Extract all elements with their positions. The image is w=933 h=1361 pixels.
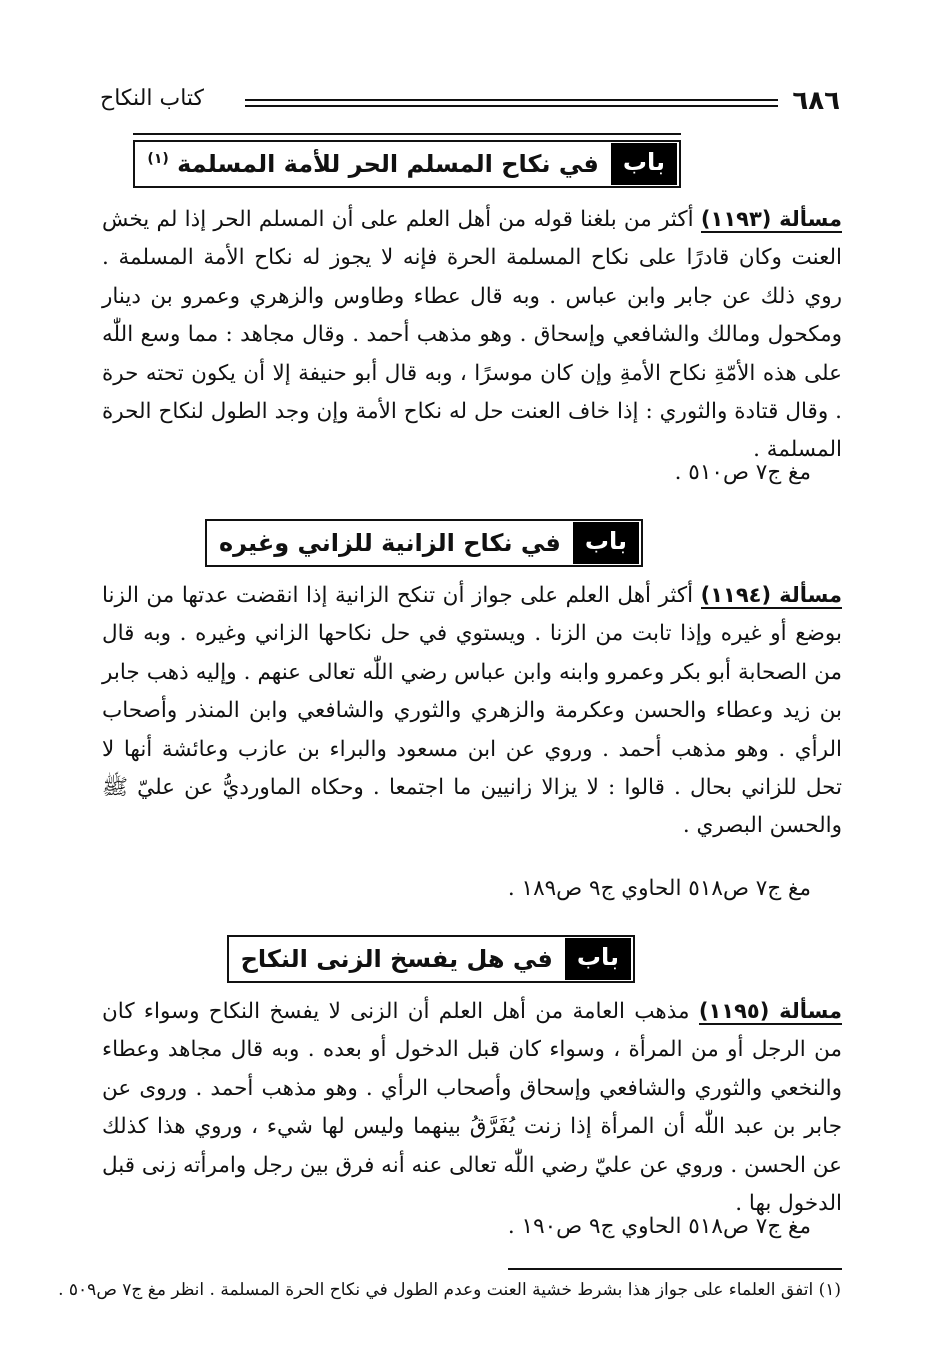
masala-paragraph — [102, 576, 842, 846]
masala-number: مسألة (١١٩٥) — [698, 999, 842, 1023]
bab-label: باب — [565, 938, 631, 980]
chapter-heading — [205, 519, 643, 567]
bab-label: باب — [573, 522, 639, 564]
footnote-text: اتفق العلماء على جواز هذا بشرط خشية العنت وعدم الطول في نكاح الحرة المسلمة . انظر مغ ج٧ ص٥٠٩ . — [58, 1280, 814, 1300]
chapter-title — [135, 150, 610, 178]
source-reference: مغ ج٧ ص٥١٨ الحاوي ج٩ ص١٩٠ . — [507, 1214, 811, 1239]
footnote — [58, 1280, 841, 1300]
running-header — [100, 86, 840, 120]
bab-label: باب — [611, 143, 677, 185]
masala-text: أكثر من بلغنا قوله من أهل العلم على أن المسلم الحر إذا لم يخش العنت وكان قادرًا على نكاح المسلمة الحرة فإنه لا يجوز له نكاح الأمة المسلمة . روي ذلك عن جابر وابن عباس . وبه قال عطاء وطاوس والزهري وعمرو بن دينار ومكحول ومالك والشافعي وإسحاق . وهو مذهب أحمد . وقال مجاهد : مما وسع اللّٰه على هذه الأمّةِ نكاح الأمةِ وإن كان موسرًا ، وبه قال أبو حنيفة إلا أن يكون تحته حرة . وقال قتادة والثوري : إذا خاف العنت حل له نكاح الأمة وإن وجد الطول لنكاح الحرة المسلمة . — [102, 207, 842, 463]
page-number: ٦٨٦ — [792, 86, 840, 116]
masala-text: مذهب العامة من أهل العلم أن الزنى لا يفسخ النكاح وسواء كان من الرجل أو من المرأة ، وسواء كان قبل الدخول أو بعده . وبه قال مجاهد وعطاء والنخعي والثوري والشافعي وإسحاق وأصحاب الرأي . وهو مذهب أحمد . وروى عن جابر بن عبد اللّٰه أن المرأة إذا زنت يُفَرَّقُ بينهما وليس لها شيء ، وروي هذا كذلك عن الحسن . وروي عن عليّ رضي اللّٰه تعالى عنه أنه فرق بين رجل وامرأته زنى قبل الدخول بها . — [102, 999, 842, 1217]
chapter-heading — [133, 140, 681, 188]
masala-number: مسألة (١١٩٣) — [700, 207, 843, 231]
footnote-marker: (١) — [147, 151, 169, 167]
source-reference: مغ ج٧ ص٥١٠ . — [674, 460, 811, 485]
masala-text: أكثر أهل العلم على جواز أن تنكح الزانية إذا انقضت عدتها من الزنا بوضع أو غيره وإذا تابت من الزنا . ويستوي في حل نكاحها الزاني وغيره . وبه قال من الصحابة أبو بكر وعمرو وابنه وابن عباس رضي اللّٰه تعالى عنهم . وإليه ذهب جابر بن زيد وعطاء والحسن وعكرمة والزهري والثوري والشافعي وابن المنذر وأصحاب الرأي . وهو مذهب أحمد . وروي عن ابن مسعود والبراء بن عازب وعائشة أنها لا تحل للزاني بحال . قالوا : لا يزالا زانيين ما اجتمعا . وحكاه الماورديُّ عن عليّ ﷺ والحسن البصري . — [102, 583, 842, 839]
footnote-rule — [508, 1268, 842, 1270]
masala-paragraph — [102, 200, 842, 470]
chapter-title-text: في نكاح المسلم الحر للأمة المسلمة — [177, 150, 599, 178]
source-reference: مغ ج٧ ص٥١٨ الحاوي ج٩ ص١٨٩ . — [507, 876, 811, 901]
footnote-marker: (١) — [818, 1280, 841, 1300]
chapter-heading — [227, 935, 635, 983]
chapter-title: في نكاح الزانية للزاني وغيره — [218, 529, 561, 557]
book-title: كتاب النكاح — [100, 86, 205, 111]
heading-top-rule — [133, 133, 681, 135]
chapter-title: في هل يفسخ الزنى النكاح — [240, 945, 553, 973]
header-rule — [245, 99, 778, 107]
masala-number: مسألة (١١٩٤) — [700, 583, 842, 607]
masala-paragraph — [102, 992, 842, 1223]
